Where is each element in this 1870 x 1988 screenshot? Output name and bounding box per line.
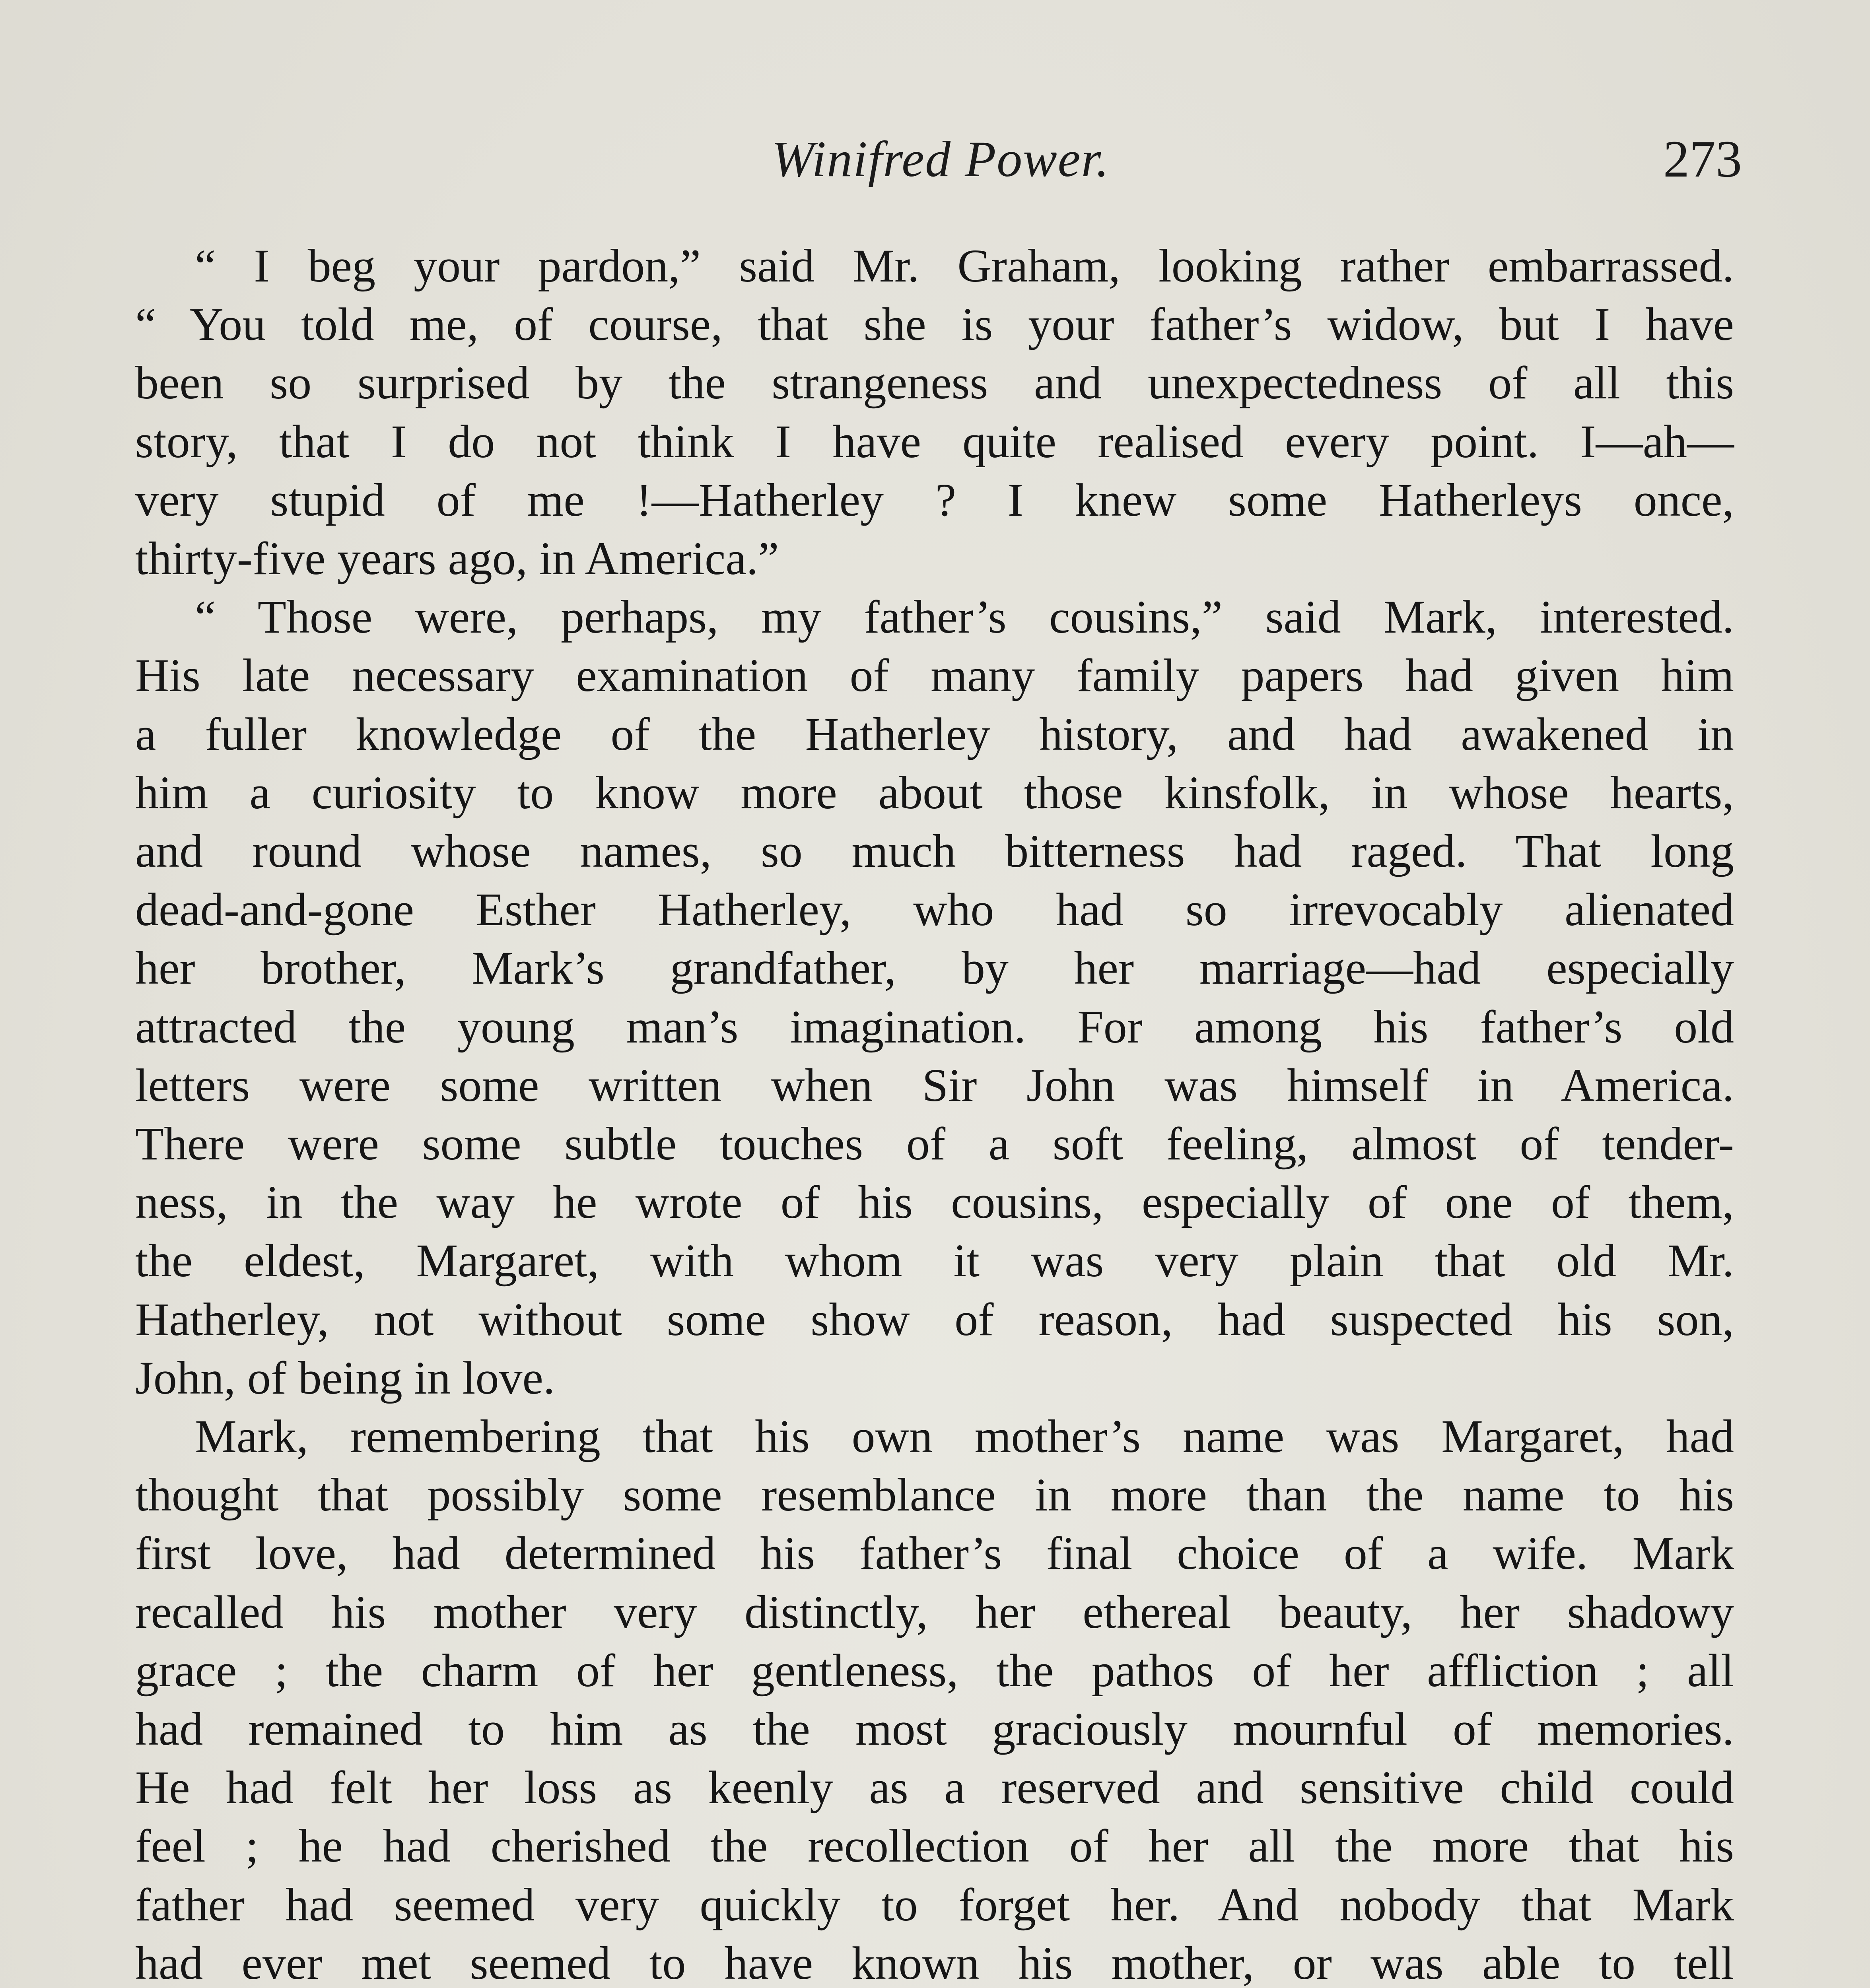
text-line: thought that possibly some resemblance in more than the name to his: [135, 1469, 1734, 1521]
text-line: grace ; the charm of her gentleness, the pathos of her affliction ; all: [135, 1644, 1734, 1697]
text-line: and round whose names, so much bitterness had raged. That long: [135, 825, 1734, 878]
text-line: father had seemed very quickly to forget her. And nobody that Mark: [135, 1878, 1734, 1931]
text-line: the eldest, Margaret, with whom it was very plain that old Mr.: [135, 1235, 1734, 1287]
text-line: Hatherley, not without some show of reason, had suspected his son,: [135, 1293, 1734, 1345]
text-line: “ Those were, perhaps, my father’s cousins,” said Mark, interested.: [195, 591, 1734, 643]
text-line: story, that I do not think I have quite realised every point. I—ah—: [135, 415, 1734, 468]
text-line: ness, in the way he wrote of his cousins, especially of one of them,: [135, 1176, 1734, 1229]
text-line: John, of being in love.: [135, 1351, 555, 1404]
text-line: had ever met seemed to have known his mother, or was able to tell: [135, 1937, 1734, 1988]
text-line: a fuller knowledge of the Hatherley history, and had awakened in: [135, 708, 1734, 760]
paragraph: [135, 1407, 1734, 1988]
text-line: had remained to him as the most graciously mournful of memories.: [135, 1703, 1734, 1755]
text-line: thirty-five years ago, in America.”: [135, 532, 779, 585]
text-line: His late necessary examination of many family papers had given him: [135, 649, 1734, 702]
page-number: 273: [1663, 130, 1742, 188]
text-line: her brother, Mark’s grandfather, by her marriage—had especially: [135, 942, 1734, 994]
paragraph: [135, 237, 1734, 588]
text-line: been so surprised by the strangeness and unexpectedness of all this: [135, 357, 1734, 409]
text-line: very stupid of me !—Hatherley ? I knew some Hatherleys once,: [135, 474, 1734, 526]
body-text: [135, 237, 1734, 1988]
text-line: There were some subtle touches of a soft feeling, almost of tender-: [135, 1118, 1734, 1170]
text-line: letters were some written when Sir John was himself in America.: [135, 1059, 1734, 1111]
text-line: first love, had determined his father’s final choice of a wife. Mark: [135, 1527, 1734, 1580]
text-line: attracted the young man’s imagination. For among his father’s old: [135, 1000, 1734, 1053]
text-line: “ I beg your pardon,” said Mr. Graham, looking rather embarrassed.: [195, 240, 1734, 292]
page-header: [139, 119, 1742, 199]
text-line: dead-and-gone Esther Hatherley, who had so irrevocably alienated: [135, 883, 1734, 936]
text-line: He had felt her loss as keenly as a reserved and sensitive child could: [135, 1761, 1734, 1814]
text-line: Mark, remembering that his own mother’s name was Margaret, had: [195, 1410, 1734, 1463]
text-line: “ You told me, of course, that she is your father’s widow, but I have: [135, 298, 1734, 351]
text-line: feel ; he had cherished the recollection of her all the more that his: [135, 1820, 1734, 1872]
running-title: Winifred Power.: [771, 131, 1110, 187]
paragraph: [135, 588, 1734, 1407]
text-line: recalled his mother very distinctly, her ethereal beauty, her shadowy: [135, 1586, 1734, 1638]
text-line: him a curiosity to know more about those kinsfolk, in whose hearts,: [135, 766, 1734, 819]
